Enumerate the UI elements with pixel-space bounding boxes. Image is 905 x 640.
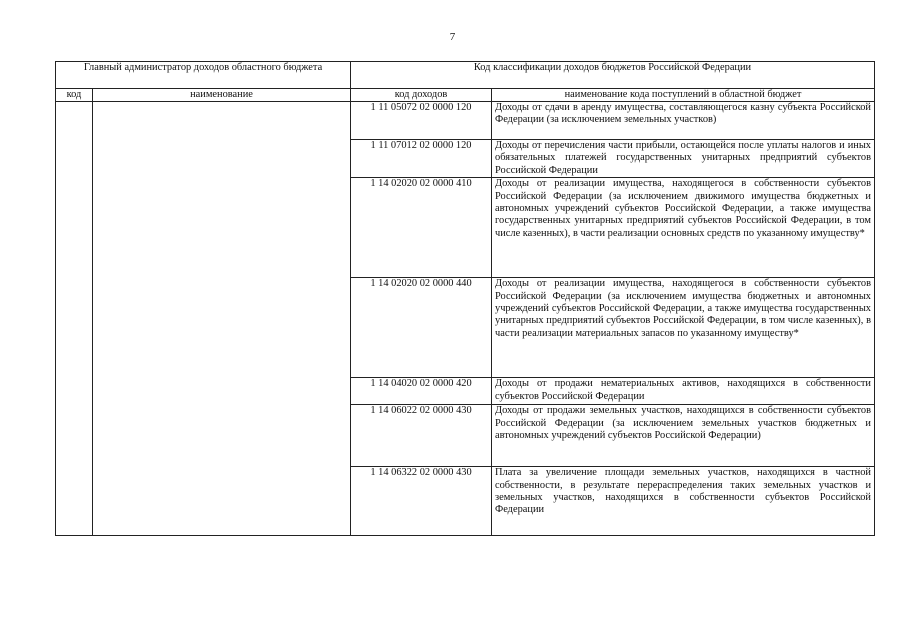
income-code-cell: 1 11 07012 02 0000 120 bbox=[351, 140, 492, 178]
income-code-cell: 1 14 04020 02 0000 420 bbox=[351, 378, 492, 405]
col-income-code-header: код доходов bbox=[351, 89, 492, 102]
income-name-cell: Доходы от продажи земельных участков, находящихся в собственности субъектов Российской Федерации (за исключением земельных участков бюджетных и автономных учреждений субъектов Российской Федерации) bbox=[492, 405, 875, 467]
income-name-cell: Доходы от реализации имущества, находящегося в собственности субъектов Российской Федерации (за исключением имущества бюджетных и автономных учреждений субъектов Российской Федерации, а также имущества государственных унитарных предприятий субъектов Российской Федерации, в том числе казенных), в части реализации материальных запасов по указанному имуществу* bbox=[492, 278, 875, 378]
income-name-cell: Доходы от реализации имущества, находящегося в собственности субъектов Российской Федерации (за исключением движимого имущества бюджетных и автономных учреждений субъектов Российской Федерации, а также имущества государственных унитарных предприятий субъектов Российской Федерации, в том числе казенных), в части реализации основных средств по указанному имуществу* bbox=[492, 178, 875, 278]
income-code-cell: 1 14 06322 02 0000 430 bbox=[351, 467, 492, 536]
income-code-cell: 1 11 05072 02 0000 120 bbox=[351, 102, 492, 140]
income-code-cell: 1 14 06022 02 0000 430 bbox=[351, 405, 492, 467]
col-name-header: наименование bbox=[93, 89, 351, 102]
col-income-name-header: наименование кода поступлений в областной бюджет bbox=[492, 89, 875, 102]
income-code-cell: 1 14 02020 02 0000 440 bbox=[351, 278, 492, 378]
income-name-cell: Доходы от сдачи в аренду имущества, составляющегося казну субъекта Российской Федерации (за исключением земельных участков) bbox=[492, 102, 875, 140]
income-classification-table bbox=[55, 61, 875, 536]
admin-name-cell bbox=[93, 102, 351, 536]
income-name-cell: Доходы от продажи нематериальных активов, находящихся в собственности субъектов Российской Федерации bbox=[492, 378, 875, 405]
income-name-cell: Плата за увеличение площади земельных участков, находящихся в частной собственности, в результате перераспределения таких земельных участков и земельных участков, находящихся в собственности субъектов Российской Федерации bbox=[492, 467, 875, 536]
page-number: 7 bbox=[449, 31, 456, 43]
admin-code-cell bbox=[56, 102, 93, 536]
income-name-cell: Доходы от перечисления части прибыли, остающейся после уплаты налогов и иных обязательных платежей государственных унитарных предприятий субъектов Российской Федерации bbox=[492, 140, 875, 178]
col-code-header: код bbox=[56, 89, 93, 102]
income-code-cell: 1 14 02020 02 0000 410 bbox=[351, 178, 492, 278]
classification-header: Код классификации доходов бюджетов Российской Федерации bbox=[351, 62, 875, 89]
table-row bbox=[56, 102, 875, 140]
administrator-header: Главный администратор доходов областного бюджета bbox=[56, 62, 351, 89]
